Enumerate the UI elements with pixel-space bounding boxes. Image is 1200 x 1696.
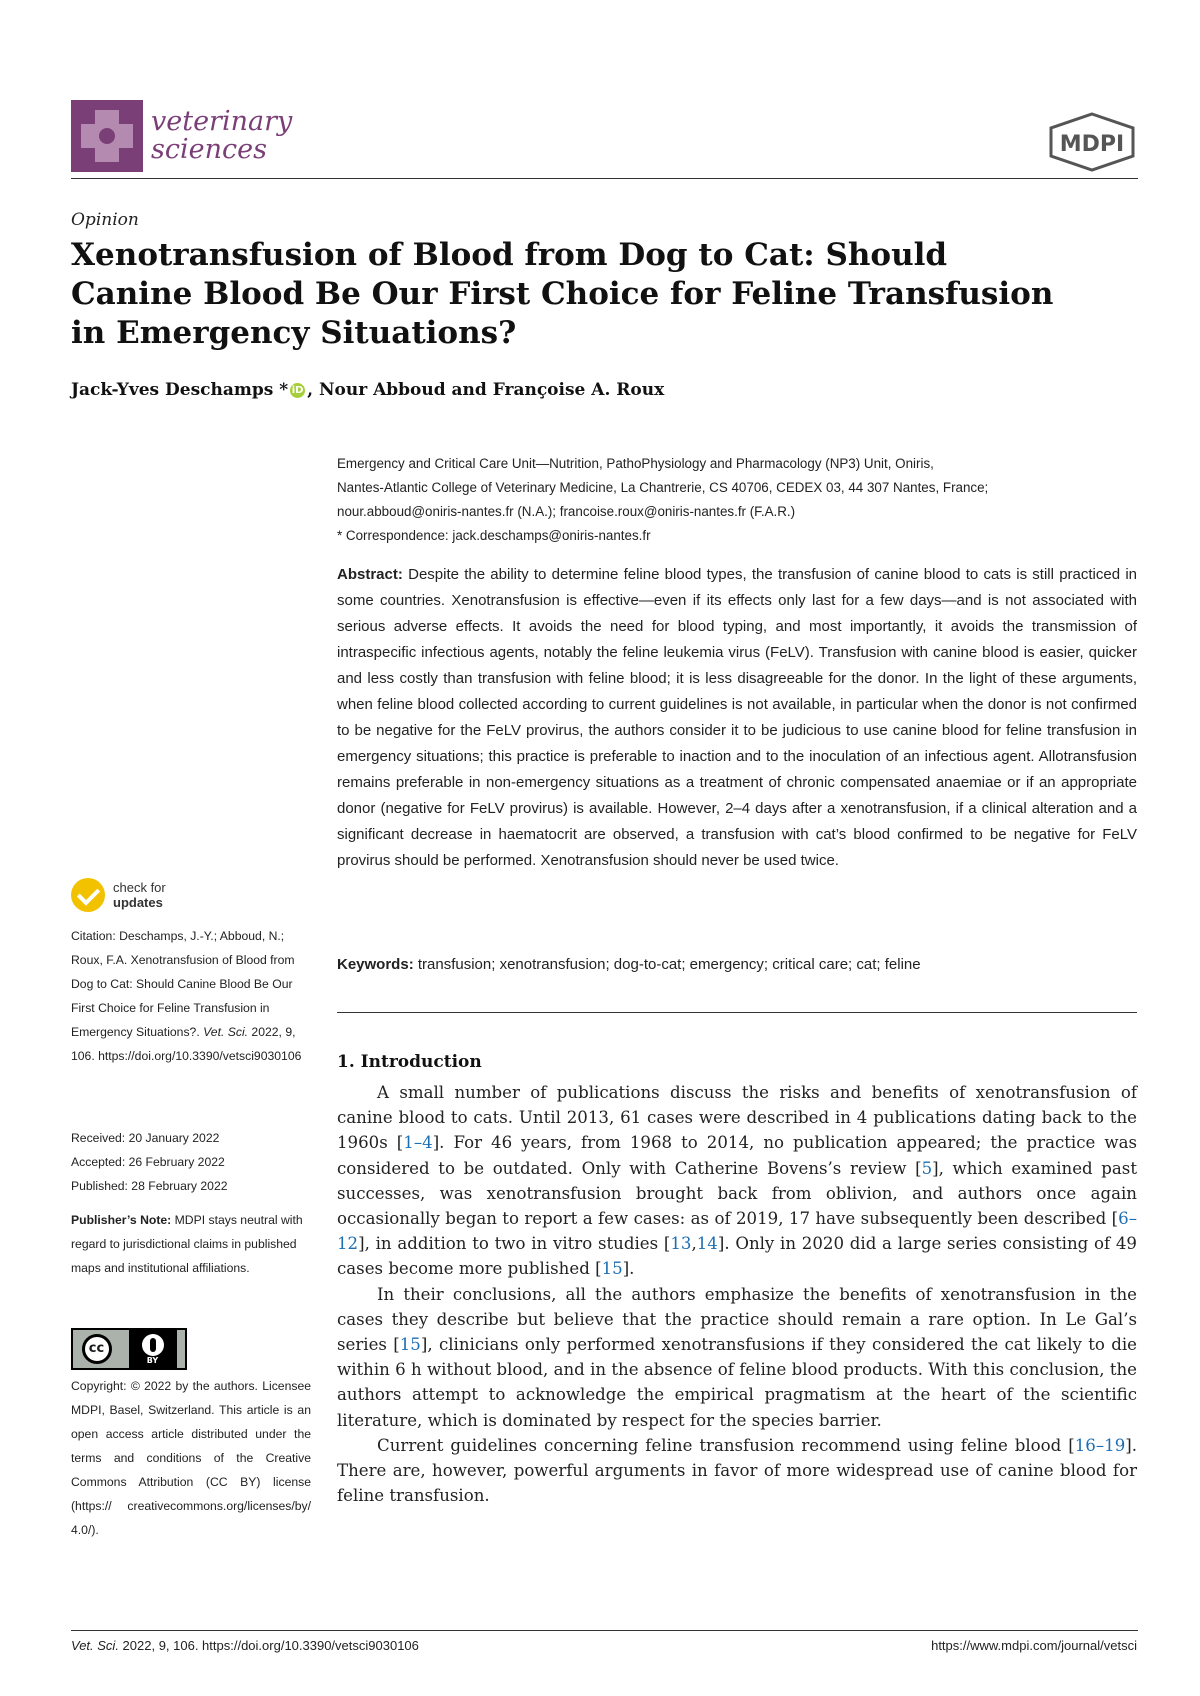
paragraph: A small number of publications discuss the risks and benefits of xenotransfusion of canine blood to cats. Until 2013, 61 cases were described in 4 publications dating back to the 1960s [1–4]. For 46 years, from 1968 to 2014, no publication appeared; the practice was considered to be outdated. Only with Catherine Bovens’s review [5], which examined past successes, was xenotransfusion brought back from oblivion, and authors once again occasionally began to report a few cases: as of 2019, 17 have subsequently been described [6–12], in addition to two in vitro studies [13,14]. Only in 2020 did a large series consisting of 49 cases become more published [15]. (337, 1083, 1137, 1279)
citation-link[interactable]: 6–12 (337, 1209, 1137, 1254)
copyright-notice: Copyright: © 2022 by the authors. Licensee MDPI, Basel, Switzerland. This article is an open access article distributed under the terms and conditions of the Creative Commons Attribution (CC BY) license (https:// creativecommons.org/licenses/by/ 4.0/). (71, 1379, 311, 1537)
affiliation-line: Nantes-Atlantic College of Veterinary Medicine, La Chantrerie, CS 40706, CEDEX 03, 44 307 Nantes, France; (337, 480, 989, 495)
journal-logo (71, 100, 292, 172)
abstract-text: Despite the ability to determine feline blood types, the transfusion of canine blood to cats is still practiced in some countries. Xenotransfusion is effective—even if its effects only last for a few days—and is not associated with serious adverse effects. It avoids the need for blood typing, and most importantly, it avoids the transmission of intraspecific infectious agents, notably the feline leukemia virus (FeLV). Transfusion with canine blood is easier, quicker and less costly than transfusion with feline blood; it is less disagreeable for the donor. In the light of these arguments, when feline blood collected according to current guidelines is not available, in particular when the donor is not confirmed to be negative for the FeLV provirus, the authors consider it to be judicious to use canine blood for feline transfusion in emergency situations; this practice is preferable to inaction and to the inoculation of an infectious agent. Allotransfusion remains preferable in non-emergency situations as a treatment of chronic compensated anaemiae or if an appropriate donor (negative for FeLV provirus) is available. However, 2–4 days after a xenotransfusion, if a clinical alteration and a significant decrease in haematocrit are observed, a transfusion with cat’s blood confirmed to be negative for FeLV provirus should be performed. Xenotransfusion should never be used twice. (337, 566, 1137, 869)
keywords (337, 956, 1137, 973)
journal-cross-icon (71, 100, 143, 172)
journal-name: veterinary sciences (151, 106, 293, 165)
article-dates (71, 1126, 311, 1198)
mdpi-logo (1047, 112, 1137, 172)
citation-info: Citation: Deschamps, J.-Y.; Abboud, N.; Roux, F.A. Xenotransfusion of Blood from Dog to Cat: Should Canine Blood Be Our First Choice for Feline Transfusion in Emergency Situations?. Vet. Sci. 2022, 9, 106. https://doi.org/10.3390/vetsci9030106 (71, 929, 302, 1063)
orcid-icon[interactable]: iD (291, 385, 304, 396)
footer-journal-url[interactable]: https://www.mdpi.com/journal/vetsci (931, 1638, 1137, 1653)
check-for-updates-button[interactable]: check for updates (71, 878, 166, 912)
article-type: Opinion (71, 210, 139, 230)
section-heading: 1. Introduction (337, 1052, 482, 1072)
creative-commons-icon: cc (82, 1334, 112, 1364)
received-date: Received: 20 January 2022 (71, 1131, 220, 1145)
abstract-label: Abstract: (337, 566, 403, 583)
citation-link[interactable]: 15 (601, 1259, 623, 1279)
correspondence[interactable]: * Correspondence: jack.deschamps@oniris-nantes.fr (337, 528, 651, 543)
article-title: Xenotransfusion of Blood from Dog to Cat: Should Canine Blood Be Our First Choice for Feline Transfusion in Emergency Situations? (71, 237, 1054, 351)
introduction-body (337, 1080, 1137, 1508)
keywords-text: transfusion; xenotransfusion; dog-to-cat; emergency; critical care; cat; feline (417, 956, 921, 973)
publishers-note: Publisher’s Note: MDPI stays neutral with regard to jurisdictional claims in published maps and institutional affiliations. (71, 1213, 303, 1275)
paragraph: Current guidelines concerning feline transfusion recommend using feline blood [16–19]. There are, however, powerful arguments in favor of more widespread use of canine blood for feline transfusion. (337, 1435, 1137, 1506)
citation-link[interactable]: 1–4 (403, 1133, 433, 1153)
author-list: Jack-Yves Deschamps * iD , Nour Abboud and Françoise A. Roux (71, 380, 665, 400)
citation-link[interactable]: 14 (696, 1234, 718, 1254)
citation-link[interactable]: 13 (670, 1234, 692, 1254)
abstract (337, 562, 1137, 874)
affiliation-emails[interactable]: nour.abboud@oniris-nantes.fr (N.A.); francoise.roux@oniris-nantes.fr (F.A.R.) (337, 504, 796, 519)
published-date: Published: 28 February 2022 (71, 1179, 228, 1193)
citation-link[interactable]: 16–19 (1074, 1435, 1126, 1455)
paragraph: In their conclusions, all the authors emphasize the benefits of xenotransfusion in the cases they describe but believe that the practice should remain a rare option. In Le Gal’s series [15], clinicians only performed xenotransfusions if they considered the cat likely to die within 6 h without blood, and in the absence of feline blood products. With this conclusion, the authors attempt to acknowledge the empirical pragmatism at the heart of the scientific literature, which is dominated by respect for the species barrier. (337, 1284, 1137, 1430)
attribution-icon: BY (129, 1330, 177, 1368)
footer-citation: Vet. Sci. 2022, 9, 106. https://doi.org/10.3390/vetsci9030106 (71, 1638, 419, 1653)
affiliation-line: Emergency and Critical Care Unit—Nutrition, PathoPhysiology and Pharmacology (NP3) Unit, Oniris, (337, 456, 934, 471)
citation-link[interactable]: 15 (399, 1335, 421, 1355)
checkmark-icon (71, 878, 105, 912)
accepted-date: Accepted: 26 February 2022 (71, 1155, 225, 1169)
abstract-divider (337, 1012, 1137, 1013)
svg-text:MDPI: MDPI (1059, 132, 1125, 157)
cc-by-license-badge[interactable] (71, 1328, 187, 1370)
header-divider (71, 178, 1138, 179)
keywords-label: Keywords: (337, 956, 414, 973)
citation-link[interactable]: 5 (921, 1158, 933, 1178)
affiliations (337, 452, 1137, 548)
footer-divider (71, 1630, 1138, 1631)
